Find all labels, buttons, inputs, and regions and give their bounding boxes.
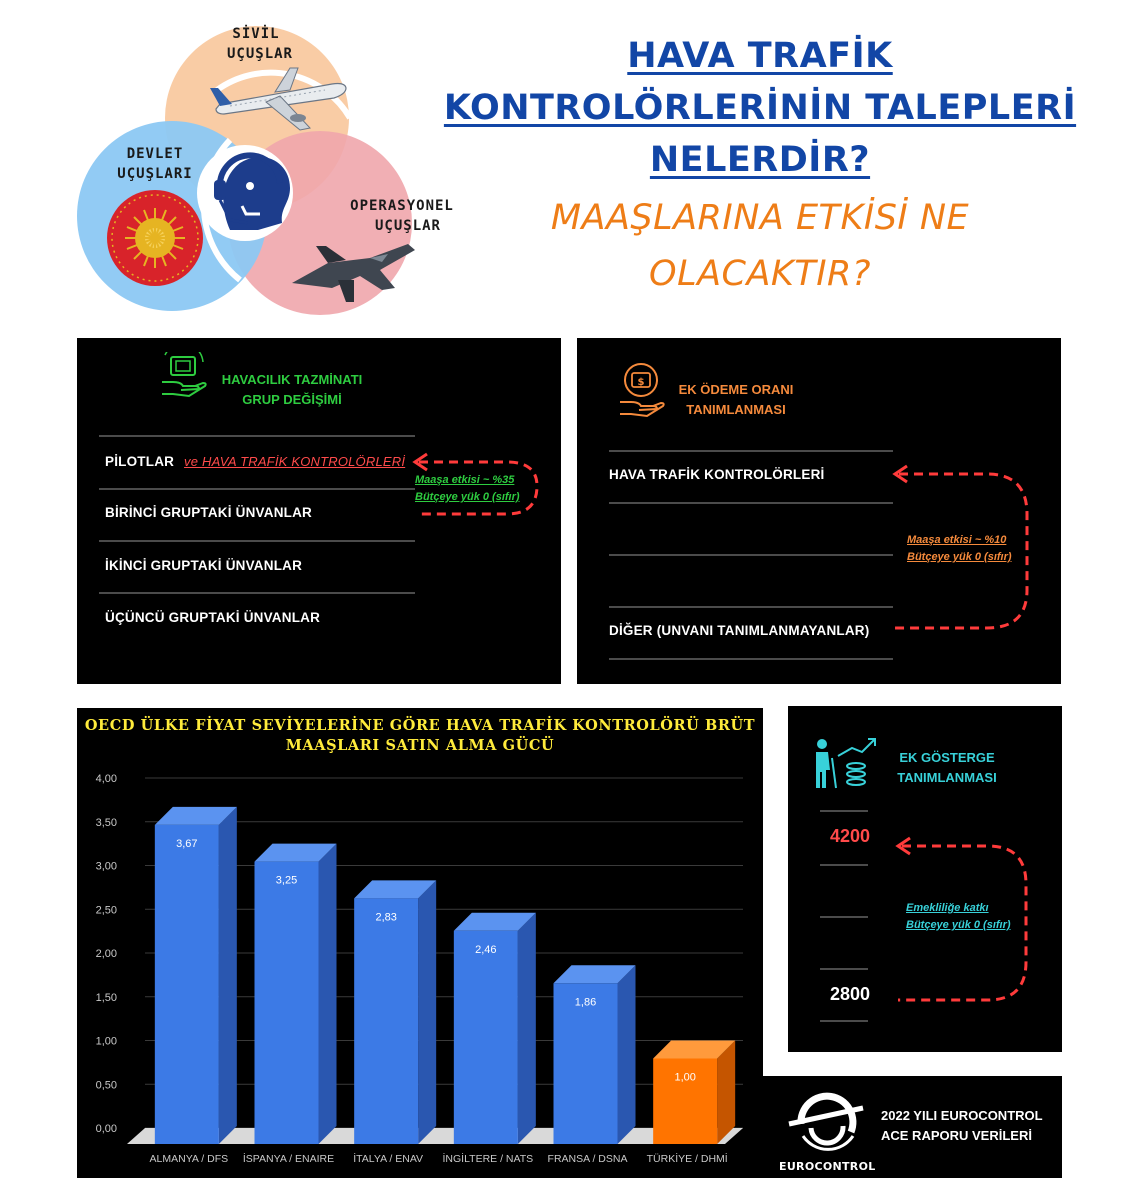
eurocontrol-source-line-1: 2022 YILI EUROCONTROL <box>881 1108 1043 1123</box>
atc-addition-label: ve HAVA TRAFİK KONTROLÖRLERİ <box>184 454 406 469</box>
bar <box>155 825 219 1144</box>
indicator-bottom-value: 2800 <box>830 984 871 1004</box>
subtitle-line-1: MAAŞLARINA ETKİSİ NE <box>550 198 970 238</box>
panel2-heading-line-2: TANIMLANMASI <box>686 402 786 417</box>
eurocontrol-logo-text: EUROCONTROL <box>779 1160 876 1173</box>
extra-payment-panel <box>577 338 1061 684</box>
bar-side <box>219 807 237 1144</box>
data-label: 2,46 <box>475 943 497 956</box>
operational-flights-label-2: UÇUŞLAR <box>374 218 442 234</box>
panel2-heading-line-1: EK ÖDEME ORANI <box>678 382 794 397</box>
bar-chart <box>77 760 763 1175</box>
second-group-row: İKİNCİ GRUPTAKİ ÜNVANLAR <box>105 558 303 573</box>
data-label: 3,25 <box>275 874 298 887</box>
x-tick-label: TÜRKİYE / DHMİ <box>646 1153 728 1165</box>
svg-text:$: $ <box>637 377 645 388</box>
y-tick-label: 3,50 <box>95 816 117 829</box>
panel2-note <box>907 532 1012 566</box>
panel3-heading-line-1: EK GÖSTERGE <box>899 750 995 765</box>
panel1-note <box>415 472 520 506</box>
presidential-seal-icon <box>107 190 203 286</box>
y-tick-label: 4,00 <box>95 773 117 785</box>
subtitle-line-2: OLACAKTIR? <box>649 254 871 294</box>
y-tick-label: 0,00 <box>95 1123 117 1135</box>
page-title <box>420 30 1100 302</box>
chart-title <box>77 716 763 756</box>
bar-side <box>717 1041 735 1145</box>
air-traffic-controller-icon <box>197 145 293 241</box>
divider <box>609 450 893 452</box>
bar-side <box>418 880 436 1144</box>
additional-indicator-panel <box>788 706 1062 1052</box>
indicator-top-value: 4200 <box>830 826 871 846</box>
panel1-note-line-2: Bütçeye yük 0 (sıfır) <box>415 491 520 503</box>
y-tick-label: 2,50 <box>95 904 117 917</box>
eurocontrol-box <box>763 1076 1062 1178</box>
bar-side <box>518 913 536 1144</box>
panel1-note-line-1: Maaşa etkisi ~ %35 <box>415 474 515 486</box>
eurocontrol-logo-icon <box>783 1084 867 1158</box>
civil-flights-label-1: SİVİL <box>232 26 280 42</box>
divider <box>820 968 868 970</box>
data-label: 1,86 <box>574 996 597 1009</box>
third-group-row: ÜÇÜNCÜ GRUPTAKİ ÜNVANLAR <box>105 610 321 625</box>
panel3-heading <box>882 748 1012 788</box>
panel2-note-line-1: Maaşa etkisi ~ %10 <box>907 534 1007 546</box>
y-tick-label: 1,00 <box>95 1035 117 1048</box>
panel1-heading-line-1: HAVACILIK TAZMİNATI <box>221 372 363 387</box>
divider <box>609 658 893 660</box>
chart-title-line-1: OECD ÜLKE FİYAT SEVİYELERİNE GÖRE HAVA TRAFİK KONTROLÖRÜ BRÜT <box>84 717 756 734</box>
eurocontrol-source <box>881 1106 1043 1146</box>
divider <box>609 606 893 608</box>
y-tick-label: 3,00 <box>95 860 117 873</box>
operational-flights-label-1: OPERASYONEL <box>350 198 454 214</box>
atc-row: HAVA TRAFİK KONTROLÖRLERİ <box>609 467 825 482</box>
divider <box>609 502 893 504</box>
x-tick-label: ALMANYA / DFS <box>149 1153 229 1165</box>
divider <box>820 1020 868 1022</box>
panel2-heading <box>661 380 811 420</box>
panel1-heading <box>207 370 377 410</box>
panel3-note-line-2: Bütçeye yük 0 (sıfır) <box>906 919 1011 931</box>
eurocontrol-source-line-2: ACE RAPORU VERİLERİ <box>881 1128 1032 1143</box>
x-tick-label: İNGİLTERE / NATS <box>442 1153 534 1165</box>
y-tick-label: 0,50 <box>95 1079 117 1092</box>
bar-side <box>319 844 337 1144</box>
hand-money-icon <box>159 352 209 398</box>
divider <box>820 810 868 812</box>
bar-side <box>618 965 636 1144</box>
state-flights-label-2: UÇUŞLARI <box>117 166 193 182</box>
other-row: DİĞER (UNVANI TANIMLANMAYANLAR) <box>609 623 870 638</box>
x-tick-label: İSPANYA / ENAIRE <box>242 1153 335 1165</box>
divider <box>99 540 415 542</box>
divider <box>820 916 868 918</box>
bar <box>255 862 319 1144</box>
x-tick-label: İTALYA / ENAV <box>353 1153 424 1165</box>
divider <box>820 864 868 866</box>
title-line-3: NELERDİR? <box>649 140 871 180</box>
data-label: 1,00 <box>674 1071 696 1084</box>
divider <box>609 554 893 556</box>
panel3-note <box>906 900 1011 934</box>
chart-title-line-2: MAAŞLARI SATIN ALMA GÜCÜ <box>285 737 555 754</box>
divider <box>99 592 415 594</box>
panel1-heading-line-2: GRUP DEĞİŞİMİ <box>242 392 342 407</box>
data-label: 2,83 <box>375 911 397 924</box>
state-flights-label-1: DEVLET <box>126 146 184 162</box>
first-group-row: BİRİNCİ GRUPTAKİ ÜNVANLAR <box>105 505 312 520</box>
data-label: 3,67 <box>176 837 198 850</box>
panel3-heading-line-2: TANIMLANMASI <box>897 770 997 785</box>
bar <box>454 931 518 1144</box>
retirement-growth-icon <box>808 736 880 790</box>
y-tick-label: 2,00 <box>95 948 117 960</box>
aviation-compensation-panel <box>77 338 561 684</box>
title-line-1: HAVA TRAFİK <box>627 36 893 76</box>
pilots-row <box>105 454 405 469</box>
panel3-note-line-1: Emekliliğe katkı <box>906 902 989 914</box>
civil-flights-label-2: UÇUŞLAR <box>226 46 294 62</box>
hand-dollar-icon <box>617 362 667 418</box>
divider <box>99 435 415 437</box>
x-tick-label: FRANSA / DSNA <box>547 1153 628 1165</box>
panel2-note-line-2: Bütçeye yük 0 (sıfır) <box>907 551 1012 563</box>
y-tick-label: 1,50 <box>95 991 117 1004</box>
pilots-label: PİLOTLAR <box>105 454 175 469</box>
bar <box>354 898 418 1144</box>
title-line-2: KONTROLÖRLERİNİN TALEPLERİ <box>443 88 1077 128</box>
divider <box>99 488 415 490</box>
